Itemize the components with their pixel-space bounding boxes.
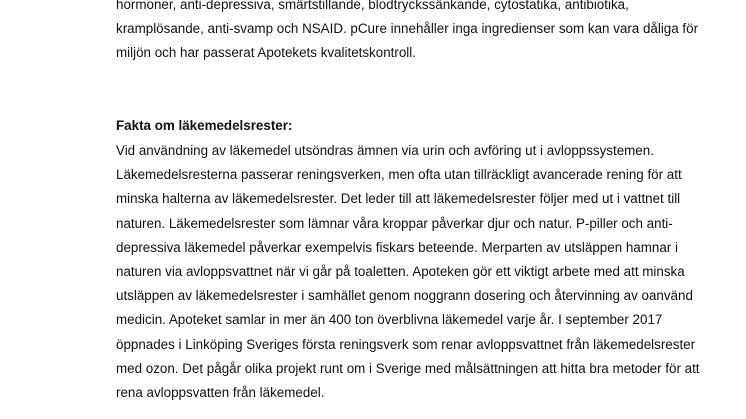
intro-paragraph <box>116 0 699 66</box>
paragraph-line: Läkemedelsresterna passerar reningsverken, men ofta utan tillräckligt avancerade rening för att <box>116 167 682 183</box>
paragraph-line: naturen via avloppsvattnet när vi går på toaletten. Apoteken gör ett viktigt arbete med att minska <box>116 263 685 279</box>
intro-line: miljön och har passerat Apotekets kvalitetskontroll. <box>116 45 416 61</box>
paragraph-line: minska halterna av läkemedelsrester. Det leder till att läkemedelsrester följer med ut i vattnet till <box>116 191 681 207</box>
paragraph-line: naturen. Läkemedelsrester som lämnar våra kroppar påverkar djur och natur. P-piller och anti- <box>116 215 673 231</box>
paragraph-line: utsläppen av läkemedelsrester i samhället genom noggrann dosering och återvinning av oanvänd <box>116 288 693 304</box>
paragraph-line: med ozon. Det pågår olika projekt runt om i Sverige med målsättningen att hitta bra metoder för att <box>116 360 700 376</box>
paragraph-line: Vid användning av läkemedel utsöndras ämnen via urin och avföring ut i avloppssystemen. <box>116 143 654 158</box>
section-heading: Fakta om läkemedelsrester: <box>116 118 293 133</box>
paragraph-line: depressiva läkemedel påverkar exempelvis fiskars beteende. Merparten av utsläppen hamnar i <box>116 239 678 255</box>
section-paragraph <box>116 139 700 405</box>
paragraph-line: medicin. Apoteket samlar in mer än 400 ton överblivna läkemedel varje år. I september 2017 <box>116 312 663 328</box>
paragraph-line: rena avloppsvatten från läkemedel. <box>116 384 325 400</box>
intro-line: hormoner, anti-depressiva, smärtstillande, blodtryckssänkande, cytostatika, antibiotika, <box>116 0 629 12</box>
intro-line: kramplösande, anti-svamp och NSAID. pCure innehåller inga ingredienser som kan vara dåliga för <box>116 21 699 37</box>
paragraph-line: öppnades i Linköping Sveriges första reningsverk som renar avloppsvattnet från läkemedelsrester <box>116 336 696 352</box>
